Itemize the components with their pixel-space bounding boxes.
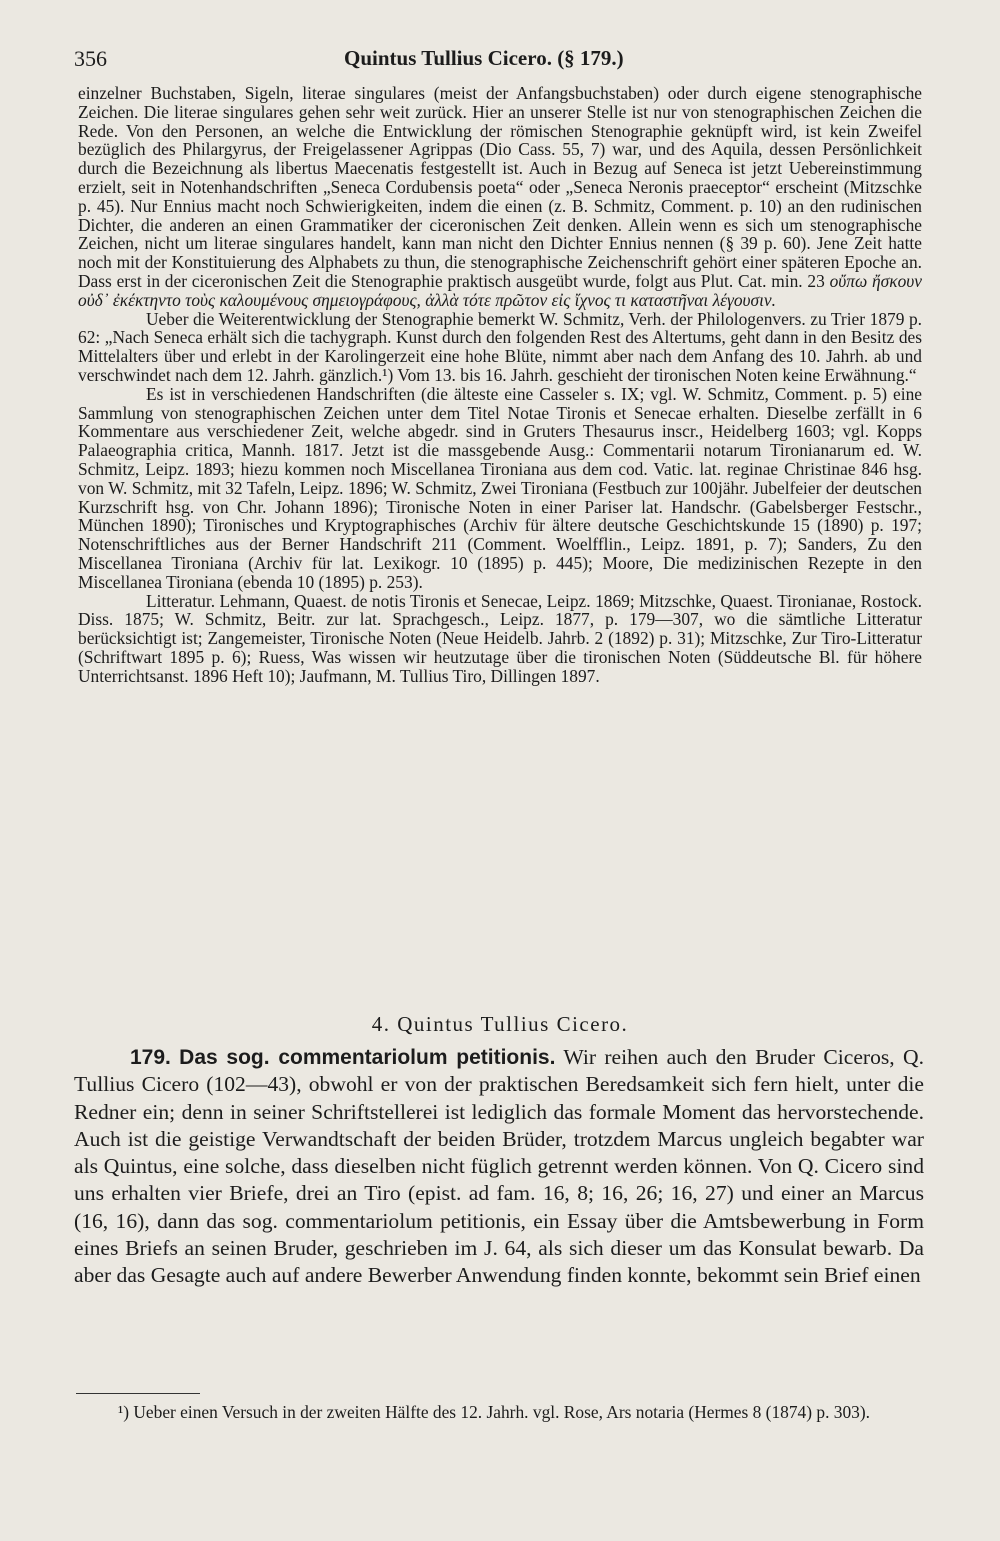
main-text xyxy=(74,1044,924,1290)
page-header xyxy=(74,46,924,78)
notes-block xyxy=(78,84,922,686)
section-heading: 4. Quintus Tullius Cicero. xyxy=(371,1012,629,1036)
note-paragraph-stenography: einzelner Buchstaben, Sigeln, literae singulares (meist der Anfangsbuchstaben) oder durch eigene stenographische Zeichen. Die literae singulares gehen sehr weit zurück. Hier an unserer Stelle ist nur von stenographischen Zeichen die Rede. Von den Personen, an welche die Entwicklung der römischen Stenographie geknüpft wird, ist kein Zweifel bezüglich des Philargyrus, der Freigelassener Agrippas (Dio Cass. 55, 7) war, und des Aquila, dessen Persönlichkeit durch die Bezeichnung als libertus Maecenatis festgestellt ist. Auch in Bezug auf Seneca ist jetzt Uebereinstimmung erzielt, seit in Notenhandschriften „Seneca Cordubensis poeta“ oder „Seneca Neronis praeceptor“ erscheint (Mitzschke p. 45). Nur Ennius macht noch Schwierigkeiten, indem die einen (z. B. Schmitz, Comment. p. 10) an den rudinischen Dichter, die anderen an einen Grammatiker der ciceronischen Zeit denken. Allein wenn es sich um stenographische Zeichen, nicht um literae singulares handelt, kann man nicht den Dichter Ennius nennen (§ 39 p. 60). Jene Zeit hatte noch mit der Konstituierung des Alphabets zu thun, die stenographische Zeichenschrift gehört einer späteren Epoche an. Dass erst in der ciceronischen Zeit die Stenographie praktisch ausgeübt wurde, folgt aus Plut. Cat. min. 23 οὔπω ἤσκουν οὐδ᾽ ἐκέκτηντο τοὺς καλουμένους σημειογράφους, ἀλλὰ τότε πρῶτον εἰς ἴχνος τι καταστῆναι λέγουσιν. xyxy=(78,83,922,310)
note-paragraph-literature: Litteratur. Lehmann, Quaest. de notis Tironis et Senecae, Leipz. 1869; Mitzschke, Quaest. Tironianae, Rostock. Diss. 1875; W. Schmitz, Beitr. zur lat. Sprachgesch., Leipz. 1877, p. 179—307, wo die sämtliche Litteratur berücksichtigt ist; Zangemeister, Tironische Noten (Neue Heidelb. Jahrb. 2 (1892) p. 31); Mitzschke, Zur Tiro-Litteratur (Schriftwart 1895 p. 6); Ruess, Was wissen wir heutzutage über die tironischen Noten (Süddeutsche Bl. für höhere Unterrichtsanst. 1896 Heft 10); Jaufmann, M. Tullius Tiro, Dillingen 1897. xyxy=(78,590,922,686)
paragraph-body: Wir reihen auch den Bruder Ciceros, Q. Tullius Cicero (102—43), obwohl er von der praktischen Beredsamkeit sich fern hielt, unter die Redner ein; denn in seiner Schriftstellerei ist lediglich das formale Moment das hervorstechende. Auch ist die geistige Verwandtschaft der beiden Brüder, trotzdem Marcus ungleich begabter war als Quintus, eine solche, dass dieselben nicht füglich getrennt werden können. Von Q. Cicero sind uns erhalten vier Briefe, drei an Tiro (epist. ad fam. 16, 8; 16, 26; 16, 27) und einer an Marcus (16, 16), dann das sog. commentariolum petitionis, ein Essay über die Amtsbewerbung in Form eines Briefs an seinen Bruder, geschrieben im J. 64, als sich dieser um das Konsulat bewarb. Da aber das Gesagte auch auf andere Bewerber Anwendung finden konnte, bekommt sein Brief einen xyxy=(74,1045,924,1288)
greek-quotation: οὔπω ἤσκουν οὐδ᾽ ἐκέκτηντο τοὺς καλουμένους σημειογράφους, ἀλλὰ τότε πρῶτον εἰς ἴχνος τι καταστῆναι λέγουσιν. xyxy=(78,270,922,310)
paragraph-number: 179. xyxy=(130,1046,171,1069)
paragraph-title: Das sog. commentariolum petitionis. xyxy=(179,1046,556,1069)
footnote-divider xyxy=(76,1393,200,1394)
footnote: ¹) Ueber einen Versuch in der zweiten Hälfte des 12. Jahrh. vgl. Rose, Ars notaria (Hermes 8 (1874) p. 303). xyxy=(118,1402,870,1422)
note-paragraph-schmitz: Ueber die Weiterentwicklung der Stenographie bemerkt W. Schmitz, Verh. der Philologenvers. zu Trier 1879 p. 62: „Nach Seneca erhält sich die tachygraph. Kunst durch den folgenden Rest des Altertums, geht dann in den Besitz des Mittelalters über und erlebt in der Karolingerzeit eine hohe Blüte, nimmt aber nach dem Anfang des 10. Jahrh. ab und verschwindet nach dem 12. Jahrh. gänzlich.¹) Vom 13. bis 16. Jahrh. geschieht der tironischen Noten keine Erwähnung.“ xyxy=(78,308,922,385)
note-paragraph-manuscripts: Es ist in verschiedenen Handschriften (die älteste eine Casseler s. IX; vgl. W. Schmitz, Comment. p. 5) eine Sammlung von stenographischen Zeichen unter dem Titel Notae Tironis et Senecae erhalten. Dieselbe zerfällt in 6 Kommentare aus verschiedener Zeit, welche abgedr. sind in Gruters Thesaurus inscr., Heidelberg 1603; vgl. Kopps Palaeographia critica, Mannh. 1817. Jetzt ist die massgebende Ausg.: Commentarii notarum Tironianarum ed. W. Schmitz, Leipz. 1893; hiezu kommen noch Miscellanea Tironiana aus dem cod. Vatic. lat. reginae Christinae 846 hsg. von W. Schmitz, mit 32 Tafeln, Leipz. 1896; W. Schmitz, Zwei Tironiana (Festbuch zur 100jähr. Jubelfeier der deutschen Kurzschrift hsg. von Chr. Johann 1896); Tironische Noten in einer Pariser lat. Handschr. (Gabelsberger Festschr., München 1890); Tironisches und Kryptographisches (Archiv für ältere deutsche Geschichtskunde 15 (1890) p. 197; Notenschriftliches aus der Berner Handschrift 211 (Comment. Woelfflin., Leipz. 1891, p. 7); Sanders, Zu den Miscellanea Tironiana (Archiv für lat. Lexikogr. 10 (1895) p. 445); Moore, Die medizinischen Rezepte in den Miscellanea Tironiana (ebenda 10 (1895) p. 253). xyxy=(78,383,922,592)
main-paragraph xyxy=(74,1044,924,1290)
page-number: 356 xyxy=(74,46,107,71)
running-head: Quintus Tullius Cicero. (§ 179.) xyxy=(344,46,624,70)
